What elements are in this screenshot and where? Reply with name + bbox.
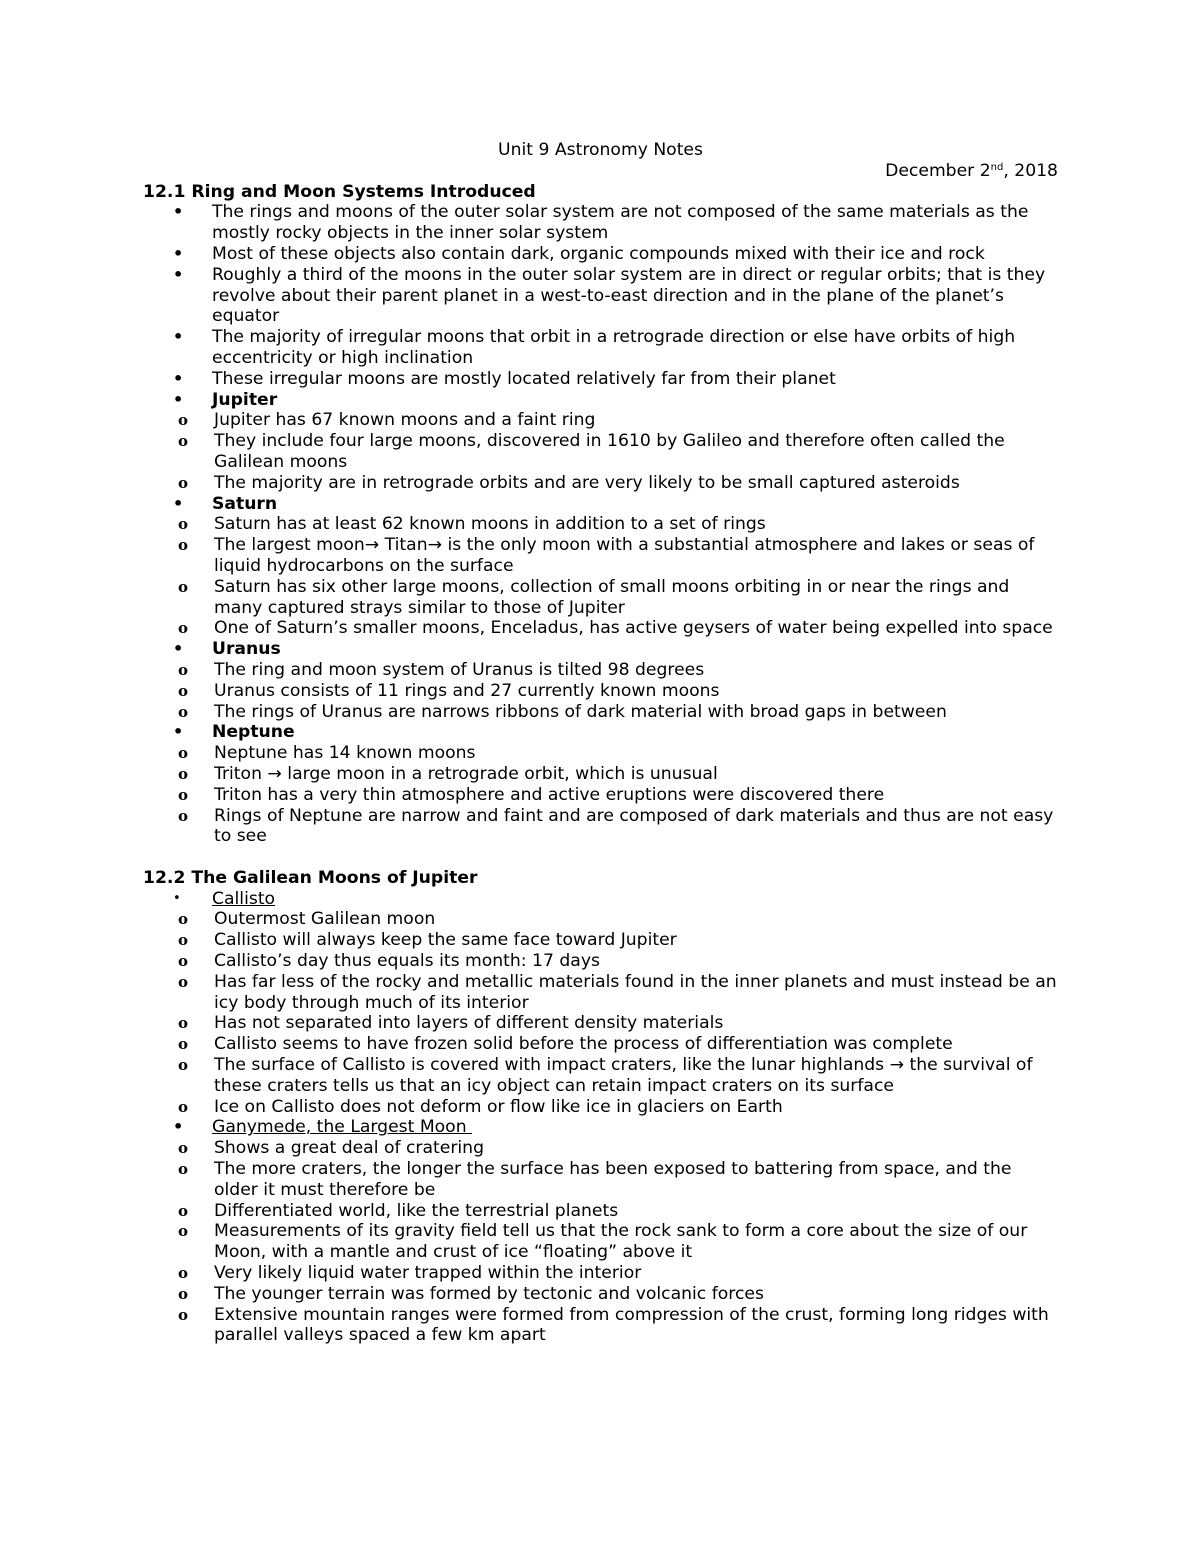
moon-label-ganymede: Ganymede, the Largest Moon [212, 1117, 473, 1138]
bullet-icon: • [173, 722, 184, 742]
circle-bullet-icon: o [178, 1264, 189, 1283]
sub-list-item [143, 972, 1058, 1014]
sub-list-item [143, 1097, 1058, 1118]
sub-list-item [143, 1034, 1058, 1055]
circle-bullet-icon: o [178, 972, 189, 991]
sub-list-item-text: Differentiated world, like the terrestrial planets [214, 1200, 619, 1221]
list-item [143, 265, 1058, 327]
sub-list-item-text: Callisto’s day thus equals its month: 17 days [214, 951, 600, 972]
list-item-text: Roughly a third of the moons in the outer solar system are in direct or regular orbits; that is they revolve about their parent planet in a west-to-east direction and in the plane of the planet’s equator [212, 264, 1046, 327]
planet-label-neptune: Neptune [212, 722, 295, 743]
circle-bullet-icon: o [178, 931, 189, 950]
jupiter-sublist-container [143, 410, 1058, 493]
sub-list-item [143, 1013, 1058, 1034]
sub-list-item-text: Callisto seems to have frozen solid before the process of differentiation was complete [214, 1034, 953, 1055]
section-heading-12-2: 12.2 The Galilean Moons of Jupiter [143, 867, 478, 888]
callisto-sublist-container [143, 909, 1058, 1117]
circle-bullet-icon: o [178, 660, 189, 679]
saturn-sublist [143, 514, 1058, 639]
list-item [143, 244, 1058, 265]
circle-bullet-icon: o [178, 681, 189, 700]
bullet-icon: • [173, 493, 184, 513]
sub-list-item-text: The ring and moon system of Uranus is tilted 98 degrees [214, 659, 705, 680]
planet-label-jupiter: Jupiter [212, 389, 278, 410]
circle-bullet-icon: o [178, 1201, 189, 1220]
sub-list-item [143, 681, 1058, 702]
list-item [143, 202, 1058, 244]
circle-bullet-icon: o [178, 952, 189, 971]
list-item-text: These irregular moons are mostly located relatively far from their planet [212, 368, 836, 389]
list-item [143, 327, 1058, 369]
sub-list-item-text: Callisto will always keep the same face toward Jupiter [214, 930, 677, 951]
jupiter-sublist [143, 410, 1058, 493]
circle-bullet-icon: o [178, 536, 189, 555]
planet-group-neptune [143, 722, 1058, 743]
sub-list-item-text: One of Saturn’s smaller moons, Enceladus, has active geysers of water being expelled into space [214, 618, 1053, 639]
circle-bullet-icon: o [178, 1284, 189, 1303]
sub-list-item-text: Extensive mountain ranges were formed from compression of the crust, forming long ridges with parallel valleys spaced a few km apart [214, 1304, 1049, 1346]
list-item [143, 369, 1058, 390]
sub-list-item-text: The more craters, the longer the surface has been exposed to battering from space, and the older it must therefore be [214, 1159, 1012, 1200]
section-heading-12-1: 12.1 Ring and Moon Systems Introduced [143, 181, 536, 202]
circle-bullet-icon: o [178, 764, 189, 783]
sub-list-item [143, 514, 1058, 535]
sub-list-item-text: Triton has a very thin atmosphere and active eruptions were discovered there [214, 784, 885, 805]
sub-list-item-text: The largest moon→ Titan→ is the only moon with a substantial atmosphere and lakes or seas of liquid hydrocarbons on the surface [214, 535, 1035, 576]
neptune-sublist [143, 743, 1058, 847]
bullet-icon: • [173, 389, 184, 409]
circle-bullet-icon: o [178, 1139, 189, 1158]
circle-bullet-icon: o [178, 515, 189, 534]
circle-bullet-icon: o [178, 1035, 189, 1054]
document-page [143, 140, 1058, 1346]
sub-list-item [143, 410, 1058, 431]
bullet-icon: • [173, 243, 184, 263]
callisto-sublist [143, 909, 1058, 1117]
circle-bullet-icon: o [178, 744, 189, 763]
bullet-icon: • [173, 639, 184, 659]
sub-list-item [143, 1305, 1058, 1347]
ganymede-sublist-container [143, 1138, 1058, 1346]
sub-list-item [143, 431, 1058, 473]
circle-bullet-icon: o [178, 1222, 189, 1241]
sub-list-item [143, 702, 1058, 723]
sub-list-item [143, 1221, 1058, 1263]
sub-list-item [143, 764, 1058, 785]
circle-bullet-icon: o [178, 910, 189, 929]
bullet-icon: • [173, 264, 184, 284]
date-superscript: nd [990, 161, 1004, 173]
planet-group-saturn [143, 494, 1058, 515]
sub-list-item [143, 618, 1058, 639]
circle-bullet-icon: o [178, 1014, 189, 1033]
sub-list-item [143, 806, 1058, 848]
sub-list-item-text: They include four large moons, discovered in 1610 by Galileo and therefore often called the Galilean moons [214, 431, 1005, 472]
sub-list-item [143, 1055, 1058, 1097]
sub-list-item [143, 930, 1058, 951]
sub-list-item [143, 785, 1058, 806]
sub-list-item [143, 1201, 1058, 1222]
bullet-icon: • [173, 202, 184, 222]
sub-list-item-text: Saturn has six other large moons, collection of small moons orbiting in or near the rings and many captured strays similar to those of Jupiter [214, 576, 1010, 618]
list-item-text: The majority of irregular moons that orbit in a retrograde direction or else have orbits of high eccentricity or high inclination [212, 327, 1016, 368]
ganymede-sublist [143, 1138, 1058, 1346]
circle-bullet-icon: o [178, 473, 189, 492]
circle-bullet-icon: o [178, 432, 189, 451]
moon-label-callisto: Callisto [212, 888, 276, 909]
uranus-sublist-container [143, 660, 1058, 722]
sub-list-item [143, 1263, 1058, 1284]
sub-list-item [143, 1138, 1058, 1159]
sub-list-item-text: Has not separated into layers of different density materials [214, 1013, 724, 1034]
planet-label-uranus: Uranus [212, 639, 281, 660]
date-suffix: , 2018 [1003, 160, 1058, 181]
uranus-sublist [143, 660, 1058, 722]
document-date [143, 161, 1058, 182]
document-title: Unit 9 Astronomy Notes [498, 140, 703, 160]
circle-bullet-icon: o [178, 1097, 189, 1116]
section-12-2-list [143, 889, 1058, 1347]
sub-list-item [143, 577, 1058, 619]
bullet-icon: • [173, 1117, 184, 1137]
sub-list-item [143, 660, 1058, 681]
sub-list-item-text: Rings of Neptune are narrow and faint and are composed of dark materials and thus are not easy to see [214, 805, 1054, 847]
circle-bullet-icon: o [178, 806, 189, 825]
section-spacer [143, 847, 1058, 868]
sub-list-item-text: The rings of Uranus are narrows ribbons of dark material with broad gaps in between [214, 701, 947, 722]
neptune-sublist-container [143, 743, 1058, 847]
sub-list-item [143, 535, 1058, 577]
bullet-icon: • [173, 890, 181, 906]
sub-list-item-text: The majority are in retrograde orbits and are very likely to be small captured asteroids [214, 472, 960, 493]
circle-bullet-icon: o [178, 1160, 189, 1179]
list-item-text: Most of these objects also contain dark, organic compounds mixed with their ice and rock [212, 243, 985, 264]
circle-bullet-icon: o [178, 577, 189, 596]
bullet-icon: • [173, 327, 184, 347]
sub-list-item [143, 951, 1058, 972]
sub-list-item-text: The younger terrain was formed by tectonic and volcanic forces [214, 1283, 764, 1304]
sub-list-item-text: Uranus consists of 11 rings and 27 currently known moons [214, 680, 720, 701]
sub-list-item [143, 1159, 1058, 1201]
sub-list-item-text: Shows a great deal of cratering [214, 1138, 484, 1159]
moon-group-callisto [143, 889, 1058, 910]
circle-bullet-icon: o [178, 785, 189, 804]
sub-list-item-text: Measurements of its gravity field tell us that the rock sank to form a core about the size of our Moon, with a mantle and crust of ice “floating” above it [214, 1221, 1028, 1263]
sub-list-item-text: Neptune has 14 known moons [214, 743, 476, 764]
sub-list-item [143, 473, 1058, 494]
list-item-text: The rings and moons of the outer solar system are not composed of the same materials as the mostly rocky objects in the inner solar system [212, 202, 1029, 244]
planet-label-saturn: Saturn [212, 493, 278, 514]
sub-list-item [143, 743, 1058, 764]
sub-list-item-text: Triton → large moon in a retrograde orbit, which is unusual [214, 763, 718, 784]
planet-group-uranus [143, 639, 1058, 660]
sub-list-item-text: Jupiter has 67 known moons and a faint ring [214, 410, 596, 431]
sub-list-item-text: Saturn has at least 62 known moons in addition to a set of rings [214, 514, 766, 535]
sub-list-item-text: Very likely liquid water trapped within the interior [214, 1263, 642, 1284]
circle-bullet-icon: o [178, 702, 189, 721]
sub-list-item [143, 909, 1058, 930]
moon-group-ganymede [143, 1117, 1058, 1138]
planet-group-jupiter [143, 390, 1058, 411]
saturn-sublist-container [143, 514, 1058, 639]
sub-list-item-text: Ice on Callisto does not deform or flow like ice in glaciers on Earth [214, 1096, 783, 1117]
sub-list-item-text: The surface of Callisto is covered with impact craters, like the lunar highlands → the survival of these craters tells us that an icy object can retain impact craters on its surface [214, 1055, 1033, 1096]
section-12-1-list [143, 202, 1058, 847]
circle-bullet-icon: o [178, 1056, 189, 1075]
sub-list-item [143, 1284, 1058, 1305]
bullet-icon: • [173, 368, 184, 388]
circle-bullet-icon: o [178, 411, 189, 430]
circle-bullet-icon: o [178, 1305, 189, 1324]
sub-list-item-text: Has far less of the rocky and metallic materials found in the inner planets and must instead be an icy body through much of its interior [214, 971, 1057, 1013]
date-prefix: December 2 [885, 160, 991, 181]
sub-list-item-text: Outermost Galilean moon [214, 909, 436, 930]
circle-bullet-icon: o [178, 619, 189, 638]
